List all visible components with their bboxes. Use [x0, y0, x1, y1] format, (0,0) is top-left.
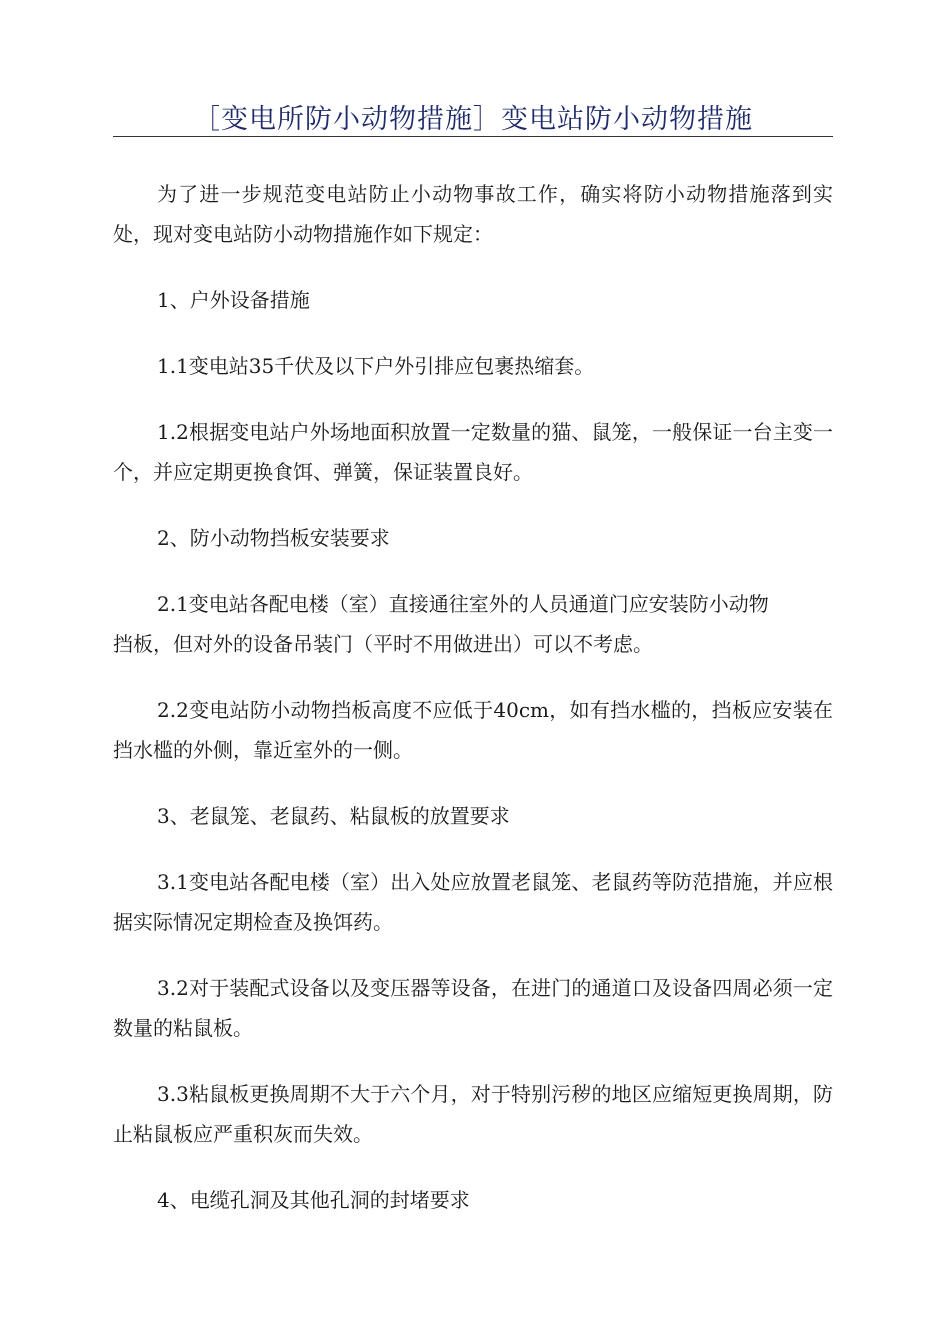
paragraph-3-1: 3.1变电站各配电楼（室）出入处应放置老鼠笼、老鼠药等防范措施，并应根据实际情况定期检查及换饵药。	[113, 870, 833, 934]
section-heading-4: 4、电缆孔洞及其他孔洞的封堵要求	[157, 1188, 470, 1212]
document-title: ［变电所防小动物措施］变电站防小动物措施	[193, 104, 753, 135]
paragraph-2-2: 2.2变电站防小动物挡板高度不应低于40cm，如有挡水槛的，挡板应安装在挡水槛的外侧，靠近室外的一侧。	[113, 698, 833, 762]
paragraph-1-2: 1.2根据变电站户外场地面积放置一定数量的猫、鼠笼，一般保证一台主变一个，并应定期更换食饵、弹簧，保证装置良好。	[113, 420, 833, 484]
paragraph-3-3: 3.3粘鼠板更换周期不大于六个月，对于特别污秽的地区应缩短更换周期，防止粘鼠板应严重积灰而失效。	[113, 1082, 833, 1146]
section-heading-2: 2、防小动物挡板安装要求	[157, 526, 390, 550]
section-heading-1: 1、户外设备措施	[157, 288, 310, 312]
paragraph-2-1: 2.1变电站各配电楼（室）直接通往室外的人员通道门应安装防小动物	[157, 592, 769, 616]
paragraph-1-1: 1.1变电站35千伏及以下户外引排应包裹热缩套。	[157, 354, 595, 378]
paragraph-intro: 为了进一步规范变电站防止小动物事故工作，确实将防小动物措施落到实处，现对变电站防小动物措施作如下规定：	[113, 182, 833, 246]
paragraph-3-2: 3.2对于装配式设备以及变压器等设备，在进门的通道口及设备四周必须一定数量的粘鼠板。	[113, 976, 833, 1040]
paragraph-2-1-continued: 挡板，但对外的设备吊装门（平时不用做进出）可以不考虑。	[113, 632, 653, 656]
section-heading-3: 3、老鼠笼、老鼠药、粘鼠板的放置要求	[157, 804, 510, 828]
document-body	[113, 174, 833, 1246]
title-underline	[113, 136, 833, 137]
